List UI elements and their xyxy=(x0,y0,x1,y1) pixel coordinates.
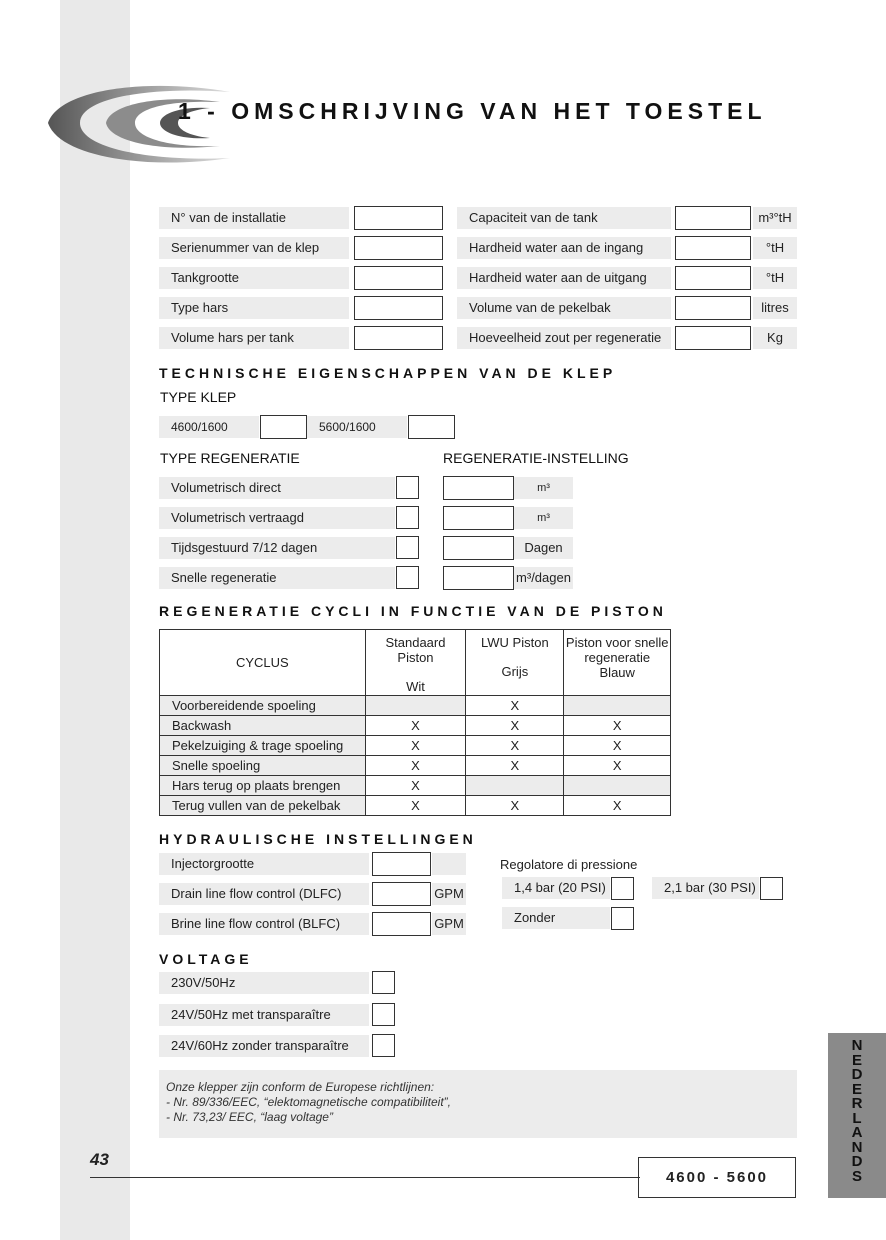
col3-line1: Piston voor snelle regeneratie xyxy=(565,635,669,665)
install-right-label-1: Capaciteit van de tank xyxy=(457,207,671,229)
col1-line1: Standaard Piston xyxy=(385,635,446,665)
injector-field[interactable] xyxy=(372,852,431,876)
regen-type-2: Volumetrisch vertraagd xyxy=(159,507,395,529)
regen-setting-field-1[interactable] xyxy=(443,476,514,500)
language-tab-letter: L xyxy=(852,1109,862,1127)
blfc-unit: GPM xyxy=(432,913,466,935)
pressure-label: Regolatore di pressione xyxy=(500,857,638,872)
pressure-opt3-checkbox[interactable] xyxy=(611,907,634,930)
install-label-5: Volume hars per tank xyxy=(159,327,349,349)
klep-5600-label: 5600/1600 xyxy=(307,416,407,438)
cell: X xyxy=(365,736,466,756)
install-label-3: Tankgrootte xyxy=(159,267,349,289)
regen-setting-field-2[interactable] xyxy=(443,506,514,530)
install-label-2: Serienummer van de klep xyxy=(159,237,349,259)
dlfc-label: Drain line flow control (DLFC) xyxy=(159,883,369,905)
compliance-note xyxy=(159,1070,797,1138)
note-line-2: - Nr. 89/336/EEC, “elektomagnetische compatibiliteit”, xyxy=(166,1095,452,1109)
regen-setting-label: REGENERATIE-INSTELLING xyxy=(443,450,629,466)
install-label-4: Type hars xyxy=(159,297,349,319)
unit-3: °tH xyxy=(753,267,797,289)
language-tab xyxy=(828,1033,886,1198)
dlfc-field[interactable] xyxy=(372,882,431,906)
injector-label: Injectorgrootte xyxy=(159,853,369,875)
regen-type-1-checkbox[interactable] xyxy=(396,476,419,499)
regen-setting-field-4[interactable] xyxy=(443,566,514,590)
install-right-field-1[interactable] xyxy=(675,206,751,230)
cell xyxy=(365,696,466,716)
row-name: Voorbereidende spoeling xyxy=(160,696,366,716)
cell xyxy=(564,696,671,716)
klep-4600-label: 4600/1600 xyxy=(159,416,259,438)
table-row xyxy=(160,776,671,796)
cell: X xyxy=(466,796,564,816)
row-name: Hars terug op plaats brengen xyxy=(160,776,366,796)
install-right-label-3: Hardheid water aan de uitgang xyxy=(457,267,671,289)
cell xyxy=(466,776,564,796)
tech-heading: TECHNISCHE EIGENSCHAPPEN VAN DE KLEP xyxy=(159,365,617,381)
cell: X xyxy=(365,756,466,776)
type-klep-label: TYPE KLEP xyxy=(160,389,237,405)
install-right-label-4: Volume van de pekelbak xyxy=(457,297,671,319)
install-right-label-5: Hoeveelheid zout per regeneratie xyxy=(457,327,671,349)
language-tab-letter: E xyxy=(851,1051,862,1069)
row-name: Snelle spoeling xyxy=(160,756,366,776)
table-row xyxy=(160,756,671,776)
cell: X xyxy=(564,716,671,736)
install-right-field-2[interactable] xyxy=(675,236,751,260)
regen-type-4-checkbox[interactable] xyxy=(396,566,419,589)
blfc-field[interactable] xyxy=(372,912,431,936)
table-row xyxy=(160,796,671,816)
pressure-opt2-label: 2,1 bar (30 PSI) xyxy=(652,877,759,899)
klep-5600-checkbox[interactable] xyxy=(408,415,455,439)
table-row xyxy=(160,736,671,756)
language-tab-letter: N xyxy=(851,1037,863,1054)
regen-type-1: Volumetrisch direct xyxy=(159,477,395,499)
col2-line1: LWU Piston xyxy=(481,635,549,650)
cell: X xyxy=(466,716,564,736)
voltage-1-label: 230V/50Hz xyxy=(159,972,369,994)
install-right-field-3[interactable] xyxy=(675,266,751,290)
regen-unit-4: m³/dagen xyxy=(514,567,573,589)
cell: X xyxy=(365,716,466,736)
install-right-field-5[interactable] xyxy=(675,326,751,350)
voltage-3-label: 24V/60Hz zonder transparaître xyxy=(159,1035,369,1057)
cell: X xyxy=(365,776,466,796)
cell: X xyxy=(564,796,671,816)
type-regen-label: TYPE REGENERATIE xyxy=(160,450,300,466)
cell: X xyxy=(466,756,564,776)
install-field-1[interactable] xyxy=(354,206,443,230)
regen-unit-2: m³ xyxy=(514,507,573,529)
voltage-heading: VOLTAGE xyxy=(159,951,253,967)
voltage-2-label: 24V/50Hz met transparaître xyxy=(159,1004,369,1026)
language-tab-letter: E xyxy=(851,1080,862,1098)
language-tab-letter: D xyxy=(851,1066,863,1083)
language-tab-letter: N xyxy=(851,1138,863,1156)
table-row xyxy=(160,696,671,716)
note-line-1: Onze klepper zijn conform de Europese richtlijnen: xyxy=(166,1080,435,1094)
blfc-label: Brine line flow control (BLFC) xyxy=(159,913,369,935)
table-row xyxy=(160,716,671,736)
page-title: 1 - OMSCHRIJVING VAN HET TOESTEL xyxy=(178,98,767,124)
install-right-label-2: Hardheid water aan de ingang xyxy=(457,237,671,259)
page-number: 43 xyxy=(90,1150,109,1169)
unit-4: litres xyxy=(753,297,797,319)
cell: X xyxy=(365,796,466,816)
row-name: Terug vullen van de pekelbak xyxy=(160,796,366,816)
install-field-3[interactable] xyxy=(354,266,443,290)
cell: X xyxy=(564,756,671,776)
unit-1: m³°tH xyxy=(753,207,797,229)
regen-unit-1: m³ xyxy=(514,477,573,499)
model-box: 4600 - 5600 xyxy=(638,1157,796,1198)
klep-4600-checkbox[interactable] xyxy=(260,415,307,439)
pressure-opt1-label: 1,4 bar (20 PSI) xyxy=(502,877,610,899)
cell: X xyxy=(466,696,564,716)
install-label-1: N° van de installatie xyxy=(159,207,349,229)
col2-line2: Grijs xyxy=(501,664,529,679)
regen-type-2-checkbox[interactable] xyxy=(396,506,419,529)
unit-5: Kg xyxy=(753,327,797,349)
row-name: Pekelzuiging & trage spoeling xyxy=(160,736,366,756)
regen-type-3-checkbox[interactable] xyxy=(396,536,419,559)
pressure-opt3-label: Zonder xyxy=(502,907,610,929)
regen-setting-field-3[interactable] xyxy=(443,536,514,560)
row-name: Backwash xyxy=(160,716,366,736)
voltage-1-checkbox[interactable] xyxy=(372,971,395,994)
cell: X xyxy=(564,736,671,756)
language-tab-letter: S xyxy=(851,1167,862,1185)
regen-type-4: Snelle regeneratie xyxy=(159,567,395,589)
col3-line2: Blauw xyxy=(599,665,635,680)
footer-rule xyxy=(90,1177,640,1178)
left-margin-band xyxy=(60,0,130,1240)
language-tab-letter: D xyxy=(851,1153,863,1170)
voltage-3-checkbox[interactable] xyxy=(372,1034,395,1057)
voltage-2-checkbox[interactable] xyxy=(372,1003,395,1026)
cycli-heading: REGENERATIE CYCLI IN FUNCTIE VAN DE PISTON xyxy=(159,603,667,619)
cell: X xyxy=(466,736,564,756)
injector-unit-blank xyxy=(432,853,466,875)
regen-type-3: Tijdsgestuurd 7/12 dagen xyxy=(159,537,395,559)
pressure-opt2-checkbox[interactable] xyxy=(760,877,783,900)
regen-unit-3: Dagen xyxy=(514,537,573,559)
install-field-2[interactable] xyxy=(354,236,443,260)
language-tab-letter: A xyxy=(851,1124,863,1141)
install-field-4[interactable] xyxy=(354,296,443,320)
col-cyclus: CYCLUS xyxy=(160,630,366,696)
install-field-5[interactable] xyxy=(354,326,443,350)
dlfc-unit: GPM xyxy=(432,883,466,905)
unit-2: °tH xyxy=(753,237,797,259)
note-line-3: - Nr. 73,23/ EEC, “laag voltage” xyxy=(166,1110,333,1124)
cell xyxy=(564,776,671,796)
cycli-table xyxy=(159,629,671,816)
install-right-field-4[interactable] xyxy=(675,296,751,320)
language-tab-letter: R xyxy=(851,1095,863,1112)
col1-line2: Wit xyxy=(406,679,425,694)
pressure-opt1-checkbox[interactable] xyxy=(611,877,634,900)
hydro-heading: HYDRAULISCHE INSTELLINGEN xyxy=(159,831,477,847)
